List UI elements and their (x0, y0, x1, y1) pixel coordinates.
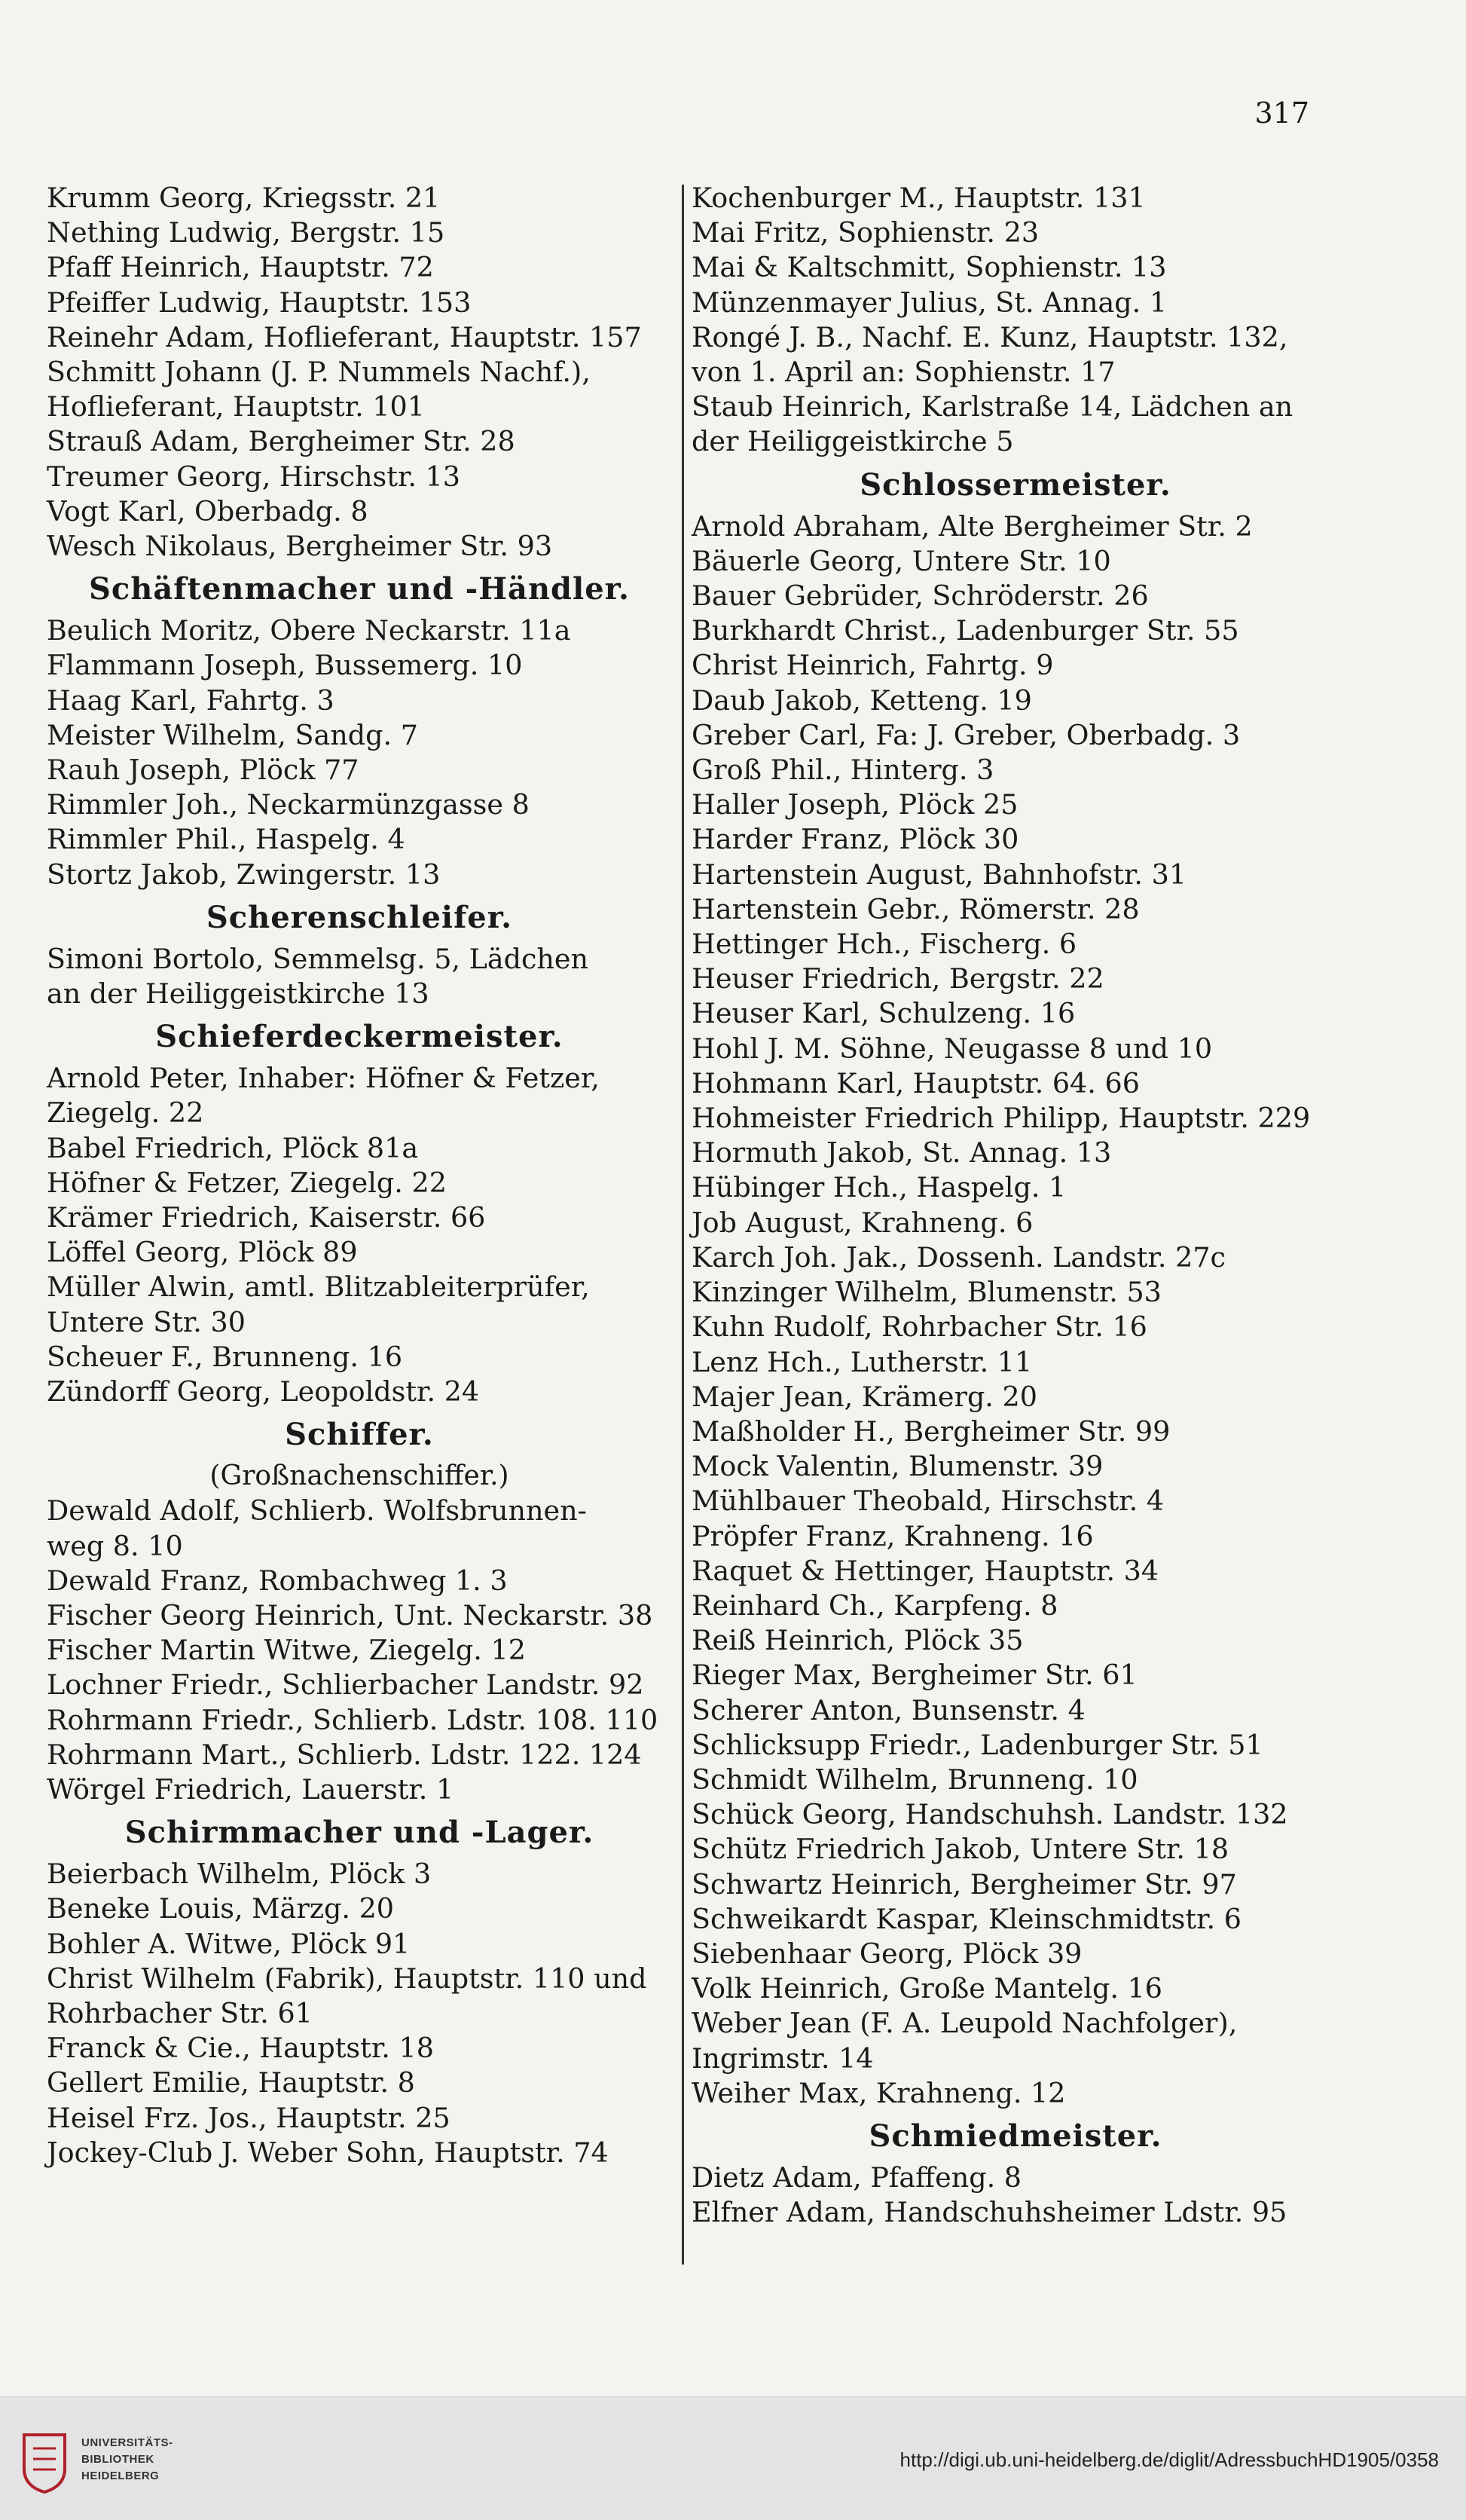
library-name-line: BIBLIOTHEK (81, 2453, 154, 2466)
entry-line: Staub Heinrich, Karlstraße 14, Lädchen an (692, 390, 1293, 424)
entry-line: Mock Valentin, Blumenstr. 39 (692, 1450, 1104, 1483)
entry-line: Hohmann Karl, Hauptstr. 64. 66 (692, 1066, 1140, 1099)
directory-entry (692, 1206, 1339, 1240)
directory-entry (47, 1340, 672, 1375)
directory-entry (692, 1032, 1339, 1066)
directory-entry (47, 753, 672, 788)
entry-line: Krumm Georg, Kriegsstr. 21 (47, 182, 441, 214)
directory-entry (692, 1902, 1339, 1937)
directory-entry (47, 250, 672, 285)
directory-entry (47, 494, 672, 529)
directory-entry (47, 216, 672, 250)
entry-line: Hormuth Jakob, St. Annag. 13 (692, 1136, 1112, 1170)
entry-line: Rieger Max, Bergheimer Str. 61 (692, 1659, 1138, 1692)
directory-entry (692, 1066, 1339, 1101)
directory-entry (47, 1633, 672, 1668)
entry-line: Haller Joseph, Plöck 25 (692, 788, 1019, 821)
entry-line: Reinhard Ch., Karpfeng. 8 (692, 1589, 1058, 1622)
entry-line: Babel Friedrich, Plöck 81a (47, 1131, 419, 1164)
directory-entry (692, 1310, 1339, 1344)
directory-entry (692, 1240, 1339, 1275)
library-name (81, 2435, 173, 2485)
directory-entry (692, 216, 1339, 250)
directory-entry (692, 858, 1339, 892)
entry-line: der Heiliggeistkirche 5 (692, 425, 1014, 458)
directory-entry (692, 1728, 1339, 1763)
section-heading: Schlossermeister. (860, 466, 1171, 503)
entry-line: Dewald Adolf, Schlierb. Wolfsbrunnen- (47, 1494, 587, 1528)
entry-line: Simoni Bortolo, Semmelsg. 5, Lädchen (47, 942, 589, 975)
entry-line: Dietz Adam, Pfaffeng. 8 (692, 2161, 1022, 2194)
directory-entry (692, 1170, 1339, 1205)
entry-line: Majer Jean, Krämerg. 20 (692, 1380, 1037, 1413)
entry-line: Maßholder H., Bergheimer Str. 99 (692, 1414, 1171, 1448)
section-heading: Schäftenmacher und -Händler. (89, 571, 630, 607)
entry-line: Rohrmann Friedr., Schlierb. Ldstr. 108. 110 (47, 1703, 658, 1736)
entry-line: Münzenmayer Julius, St. Annag. 1 (692, 286, 1168, 319)
entry-line: Haag Karl, Fahrtg. 3 (47, 684, 334, 717)
section-heading: Scherenschleifer. (206, 899, 513, 935)
directory-entry (47, 1927, 672, 1962)
entry-line: Untere Str. 30 (47, 1305, 246, 1338)
section-heading: Schiffer. (285, 1417, 434, 1453)
directory-entry (47, 648, 672, 683)
directory-entry (692, 1484, 1339, 1518)
entry-line: Nething Ludwig, Bergstr. 15 (47, 216, 445, 249)
directory-entry (47, 1375, 672, 1409)
entry-line: Groß Phil., Hinterg. 3 (692, 754, 994, 787)
entry-line: Arnold Peter, Inhaber: Höfner & Fetzer, (47, 1062, 600, 1095)
directory-entry (692, 250, 1339, 285)
entry-line: Daub Jakob, Ketteng. 19 (692, 684, 1032, 717)
entry-line: Bauer Gebrüder, Schröderstr. 26 (692, 580, 1149, 613)
entry-line: Mai & Kaltschmitt, Sophienstr. 13 (692, 251, 1167, 284)
directory-entry (47, 1235, 672, 1270)
directory-entry (692, 2076, 1339, 2111)
directory-entry (692, 1623, 1339, 1658)
entry-line: Heisel Frz. Jos., Hauptstr. 25 (47, 2101, 450, 2134)
directory-entry (692, 684, 1339, 718)
entry-line: Treumer Georg, Hirschstr. 13 (47, 460, 461, 493)
directory-entry (47, 1857, 672, 1892)
entry-line: Schlicksupp Friedr., Ladenburger Str. 51 (692, 1728, 1263, 1761)
directory-entry (47, 1166, 672, 1200)
section-heading: Schmiedmeister. (869, 2118, 1162, 2154)
entry-line: Hartenstein Gebr., Römerstr. 28 (692, 892, 1140, 925)
entry-line: Beierbach Wilhelm, Plöck 3 (47, 1858, 432, 1891)
section-heading: Schirmmacher und -Lager. (124, 1815, 594, 1851)
directory-entry (692, 579, 1339, 613)
entry-line: Rongé J. B., Nachf. E. Kunz, Hauptstr. 132, (692, 320, 1288, 353)
directory-entry (47, 1598, 672, 1633)
page-number: 317 (1254, 96, 1309, 130)
entry-line: an der Heiliggeistkirche 13 (47, 977, 429, 1011)
directory-entry (692, 1414, 1339, 1449)
directory-entry (692, 1797, 1339, 1832)
entry-line: Wesch Nikolaus, Bergheimer Str. 93 (47, 530, 553, 563)
entry-line: Schweikardt Kaspar, Kleinschmidtstr. 6 (692, 1902, 1242, 1935)
entry-line: Pfeiffer Ludwig, Hauptstr. 153 (47, 286, 472, 319)
entry-line: Meister Wilhelm, Sandg. 7 (47, 718, 418, 751)
entry-line: Rohrmann Mart., Schlierb. Ldstr. 122. 124 (47, 1738, 642, 1771)
directory-entry (47, 181, 672, 216)
directory-entry (692, 1589, 1339, 1623)
entry-line: Ingrimstr. 14 (692, 2041, 874, 2075)
entry-line: Scherer Anton, Bunsenstr. 4 (692, 1693, 1086, 1726)
directory-entry (692, 286, 1339, 320)
entry-line: weg 8. 10 (47, 1529, 183, 1562)
entry-line: Höfner & Fetzer, Ziegelg. 22 (47, 1166, 447, 1199)
entry-line: Rohrbacher Str. 61 (47, 1996, 313, 2029)
directory-entry (47, 529, 672, 564)
directory-entry (47, 1494, 672, 1563)
directory-entry (47, 1061, 672, 1130)
directory-entry (47, 684, 672, 718)
directory-entry (47, 1668, 672, 1702)
entry-line: Schück Georg, Handschuhsh. Landstr. 132 (692, 1798, 1288, 1831)
entry-line: Franck & Cie., Hauptstr. 18 (47, 2032, 434, 2065)
directory-entry (692, 1275, 1339, 1310)
entry-line: Wörgel Friedrich, Lauerstr. 1 (47, 1772, 454, 1806)
entry-line: Lenz Hch., Lutherstr. 11 (692, 1345, 1033, 1378)
directory-entry (47, 858, 672, 892)
entry-line: Greber Carl, Fa: J. Greber, Oberbadg. 3 (692, 718, 1241, 751)
directory-entry (47, 1738, 672, 1772)
entry-line: Löffel Georg, Plöck 89 (47, 1236, 358, 1269)
entry-line: Hohmeister Friedrich Philipp, Hauptstr. 229 (692, 1102, 1311, 1135)
entry-line: Schmitt Johann (J. P. Nummels Nachf.), (47, 356, 591, 389)
directory-entry (47, 942, 672, 1011)
left-column (47, 181, 672, 2170)
directory-entry (692, 927, 1339, 962)
section-subheading: (Großnachenschiffer.) (209, 1460, 509, 1492)
entry-line: Hoflieferant, Hauptstr. 101 (47, 390, 425, 424)
library-name-line: HEIDELBERG (81, 2470, 160, 2482)
right-column (692, 181, 1339, 2230)
directory-entry (47, 355, 672, 424)
entry-line: Jockey-Club J. Weber Sohn, Hauptstr. 74 (47, 2136, 609, 2169)
entry-line: Schwartz Heinrich, Bergheimer Str. 97 (692, 1867, 1237, 1901)
directory-entry (692, 2161, 1339, 2195)
directory-entry (692, 788, 1339, 822)
directory-entry (692, 892, 1339, 927)
entry-line: Mai Fritz, Sophienstr. 23 (692, 216, 1040, 249)
entry-line: Heuser Karl, Schulzeng. 16 (692, 997, 1076, 1030)
directory-entry (47, 1962, 672, 2031)
entry-line: Rimmler Phil., Haspelg. 4 (47, 823, 405, 856)
entry-line: Christ Heinrich, Fahrtg. 9 (692, 649, 1054, 682)
entry-line: Reinehr Adam, Hoflieferant, Hauptstr. 157 (47, 320, 642, 353)
directory-entry (692, 509, 1339, 544)
directory-entry (47, 2066, 672, 2100)
entry-line: Bäuerle Georg, Untere Str. 10 (692, 544, 1111, 577)
directory-entry (692, 1519, 1339, 1554)
entry-line: Müller Alwin, amtl. Blitzableiterprüfer, (47, 1271, 590, 1304)
directory-entry (692, 544, 1339, 579)
entry-line: Pröpfer Franz, Krahneng. 16 (692, 1519, 1094, 1552)
entry-line: Dewald Franz, Rombachweg 1. 3 (47, 1564, 508, 1597)
entry-line: Ziegelg. 22 (47, 1096, 204, 1130)
entry-line: Fischer Georg Heinrich, Unt. Neckarstr. 38 (47, 1598, 653, 1632)
directory-entry (692, 1101, 1339, 1136)
entry-line: Vogt Karl, Oberbadg. 8 (47, 494, 368, 528)
directory-entry (47, 2136, 672, 2170)
section-heading: Schieferdeckermeister. (155, 1019, 563, 1055)
entry-line: Arnold Abraham, Alte Bergheimer Str. 2 (692, 509, 1253, 543)
entry-line: Rauh Joseph, Plöck 77 (47, 754, 359, 787)
entry-line: Heuser Friedrich, Bergstr. 22 (692, 962, 1104, 995)
directory-entry (692, 2006, 1339, 2075)
entry-line: Hartenstein August, Bahnhofstr. 31 (692, 858, 1187, 891)
directory-entry (692, 1971, 1339, 2006)
directory-entry (47, 286, 672, 320)
directory-entry (692, 390, 1339, 459)
source-url-link[interactable]: http://digi.ub.uni-heidelberg.de/diglit/AdressbuchHD1905/0358 (899, 2448, 1439, 2471)
entry-line: Reiß Heinrich, Plöck 35 (692, 1624, 1024, 1657)
directory-entry (47, 1892, 672, 1926)
entry-line: Elfner Adam, Handschuhsheimer Ldstr. 95 (692, 2196, 1287, 2229)
directory-entry (692, 996, 1339, 1031)
directory-entry (692, 1867, 1339, 1902)
entry-line: Zündorff Georg, Leopoldstr. 24 (47, 1375, 480, 1408)
entry-line: Volk Heinrich, Große Mantelg. 16 (692, 1972, 1163, 2005)
entry-line: Scheuer F., Brunneng. 16 (47, 1340, 403, 1373)
directory-entry (47, 460, 672, 494)
entry-line: Raquet & Hettinger, Hauptstr. 34 (692, 1554, 1159, 1587)
directory-entry (692, 822, 1339, 857)
directory-entry (47, 2101, 672, 2136)
directory-entry (692, 1136, 1339, 1170)
university-seal-icon (18, 2427, 71, 2495)
entry-line: Schütz Friedrich Jakob, Untere Str. 18 (692, 1833, 1229, 1866)
entry-line: Hohl J. M. Söhne, Neugasse 8 und 10 (692, 1032, 1213, 1065)
entry-line: Fischer Martin Witwe, Ziegelg. 12 (47, 1634, 526, 1667)
directory-entry (47, 1564, 672, 1598)
entry-line: Pfaff Heinrich, Hauptstr. 72 (47, 251, 434, 284)
directory-entry (47, 822, 672, 857)
directory-entry (692, 1554, 1339, 1589)
directory-entry (692, 1658, 1339, 1693)
column-divider (682, 185, 684, 2265)
directory-entry (692, 1449, 1339, 1484)
entry-line: Rimmler Joh., Neckarmünzgasse 8 (47, 788, 530, 821)
entry-line: Flammann Joseph, Bussemerg. 10 (47, 649, 523, 682)
library-name-line: UNIVERSITÄTS- (81, 2436, 173, 2449)
directory-entry (692, 320, 1339, 390)
entry-line: Mühlbauer Theobald, Hirschstr. 4 (692, 1485, 1165, 1518)
directory-entry (47, 1270, 672, 1339)
directory-entry (692, 1380, 1339, 1414)
entry-line: Lochner Friedr., Schlierbacher Landstr. 92 (47, 1668, 644, 1702)
directory-entry (692, 1345, 1339, 1380)
entry-line: Kochenburger M., Hauptstr. 131 (692, 182, 1146, 214)
directory-entry (692, 1693, 1339, 1728)
directory-entry (692, 648, 1339, 683)
directory-entry (47, 1703, 672, 1738)
entry-line: Bohler A. Witwe, Plöck 91 (47, 1927, 411, 1960)
directory-entry (692, 753, 1339, 788)
entry-line: Strauß Adam, Bergheimer Str. 28 (47, 425, 515, 458)
entry-line: Harder Franz, Plöck 30 (692, 823, 1019, 856)
directory-entry (47, 718, 672, 753)
entry-line: Weiher Max, Krahneng. 12 (692, 2076, 1066, 2109)
directory-entry (692, 2195, 1339, 2230)
directory-entry (47, 424, 672, 459)
directory-entry (692, 1937, 1339, 1971)
entry-line: Stortz Jakob, Zwingerstr. 13 (47, 858, 441, 891)
entry-line: Christ Wilhelm (Fabrik), Hauptstr. 110 und (47, 1962, 647, 1995)
entry-line: Krämer Friedrich, Kaiserstr. 66 (47, 1201, 486, 1234)
directory-entry (47, 613, 672, 648)
entry-line: Burkhardt Christ., Ladenburger Str. 55 (692, 614, 1239, 647)
directory-entry (47, 1200, 672, 1235)
directory-entry (692, 718, 1339, 753)
directory-entry (47, 1131, 672, 1166)
entry-line: Schmidt Wilhelm, Brunneng. 10 (692, 1763, 1138, 1796)
entry-line: Job August, Krahneng. 6 (692, 1206, 1034, 1239)
directory-entry (692, 613, 1339, 648)
directory-entry (47, 1772, 672, 1807)
directory-entry (47, 320, 672, 355)
directory-entry (692, 181, 1339, 216)
entry-line: Kinzinger Wilhelm, Blumenstr. 53 (692, 1276, 1162, 1309)
entry-line: Hettinger Hch., Fischerg. 6 (692, 928, 1077, 961)
entry-line: Siebenhaar Georg, Plöck 39 (692, 1937, 1083, 1970)
entry-line: Gellert Emilie, Hauptstr. 8 (47, 2066, 415, 2099)
entry-line: Karch Joh. Jak., Dossenh. Landstr. 27c (692, 1240, 1226, 1274)
directory-entry (692, 1763, 1339, 1797)
entry-line: Hübinger Hch., Haspelg. 1 (692, 1171, 1067, 1204)
entry-line: Beulich Moritz, Obere Neckarstr. 11a (47, 614, 571, 647)
directory-entry (47, 788, 672, 822)
entry-line: Kuhn Rudolf, Rohrbacher Str. 16 (692, 1310, 1147, 1344)
entry-line: Weber Jean (F. A. Leupold Nachfolger), (692, 2007, 1238, 2040)
directory-entry (692, 1832, 1339, 1867)
directory-entry (692, 962, 1339, 996)
entry-line: Beneke Louis, Märzg. 20 (47, 1892, 395, 1925)
directory-entry (47, 2031, 672, 2066)
entry-line: von 1. April an: Sophienstr. 17 (692, 356, 1116, 389)
footer-bar (0, 2396, 1466, 2520)
